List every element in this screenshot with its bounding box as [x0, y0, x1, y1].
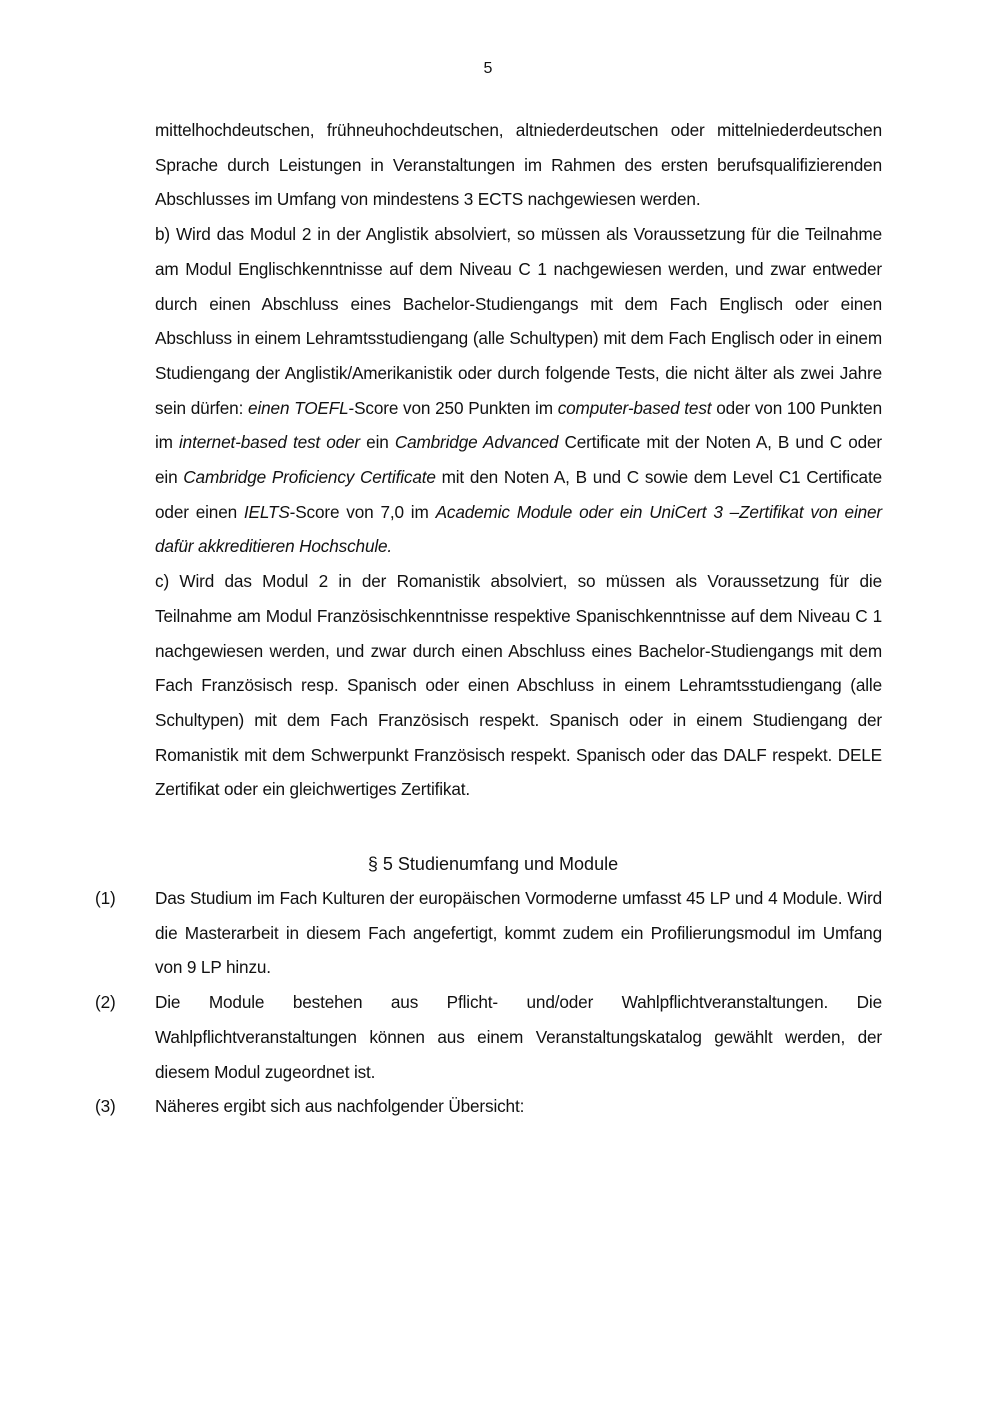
para-b-text-5: Certificate mit der Noten A, B und C oder ein	[155, 432, 882, 488]
body-text	[155, 113, 882, 807]
para-b-italic-2: computer-based test	[557, 397, 712, 418]
paragraph-c: c) Wird das Modul 2 in der Romanistik absolviert, so müssen als Voraussetzung für die Teilnahme am Modul Französischkenntnisse respektive Spanischkenntnisse auf dem Niveau C 1 nachgewiesen werden, und zwar durch einen Abschluss eines Bachelor-Studiengangs mit dem Fach Französisch resp. Spanisch oder einen Abschluss in einem Lehramtsstudiengang (alle Schultypen) mit dem Fach Französisch respekt. Spanisch oder in einem Studiengang der Romanistik mit dem Schwerpunkt Französisch respekt. Spanisch oder das DALF respekt. DELE Zertifikat oder ein gleichwertiges Zertifikat.	[155, 571, 882, 800]
continuation-paragraph: mittelhochdeutschen, frühneuhochdeutschen, altniederdeutschen oder mittelniederdeutschen Sprache durch Leistungen in Veranstaltungen im Rahmen des ersten berufsqualifizierenden Abschlusses im Umfang von mindestens 3 ECTS nachgewiesen werden.	[155, 120, 882, 210]
para-b-text-3: oder von 100 Punkten im	[155, 397, 882, 453]
para-b-text-1: b) Wird das Modul 2 in der Anglistik absolviert, so müssen als Voraussetzung für die Teilnahme am Modul Englischkenntnisse auf dem Niveau C 1 nachgewiesen werden, und zwar entweder durch einen Abschluss eines Bachelor-Studiengangs mit dem Fach Englisch oder einen Abschluss in einem Lehramtsstudiengang (alle Schultypen) mit dem Fach Englisch oder in einem Studiengang der Anglistik/Amerikanistik oder durch folgende Tests, die nicht älter als zwei Jahre sein dürfen:	[155, 224, 882, 418]
list-item-text: Das Studium im Fach Kulturen der europäischen Vormoderne umfasst 45 LP und 4 Module. Wird die Masterarbeit in diesem Fach angefertigt, kommt zudem ein Profilierungsmodul im Umfang von 9 LP hinzu.	[155, 888, 882, 978]
list-item-text: Die Module bestehen aus Pflicht- und/oder Wahlpflichtveranstaltungen. Die Wahlpflichtveranstaltungen können aus einem Veranstaltungskatalog gewählt werden, der diesem Modul zugeordnet ist.	[155, 992, 882, 1082]
para-b-italic-1: einen TOEFL	[248, 397, 349, 418]
numbered-list	[95, 881, 882, 1124]
para-b-italic-7: Academic Module oder ein UniCert 3 –Zertifikat von einer dafür akkreditieren Hochschule.	[155, 501, 882, 557]
para-b-italic-5: Cambridge Proficiency Certificate	[183, 467, 436, 488]
list-item	[95, 985, 882, 1089]
list-item-number: (1)	[95, 888, 116, 908]
para-b-text-7: -Score von 7,0 im	[289, 501, 436, 522]
para-b-italic-4: Cambridge Advanced	[394, 432, 559, 453]
para-b-text-2: -Score von 250 Punkten im	[348, 397, 558, 418]
list-item-text: Näheres ergibt sich aus nachfolgender Übersicht:	[155, 1096, 525, 1117]
list-item-number: (3)	[95, 1096, 116, 1117]
para-b-text-4: ein	[360, 432, 395, 453]
list-item	[95, 881, 882, 985]
list-item	[95, 1089, 882, 1124]
para-b-italic-3: internet-based test oder	[179, 432, 360, 453]
para-b-text-6: mit den Noten A, B und C sowie dem Level C1 Certificate oder einen	[155, 467, 882, 522]
section-title: § 5 Studienumfang und Module	[367, 854, 619, 874]
list-item-number: (2)	[95, 992, 116, 1013]
para-b-italic-6: IELTS	[243, 501, 290, 522]
page-number: 5	[483, 60, 493, 77]
paragraph-b	[155, 217, 882, 564]
